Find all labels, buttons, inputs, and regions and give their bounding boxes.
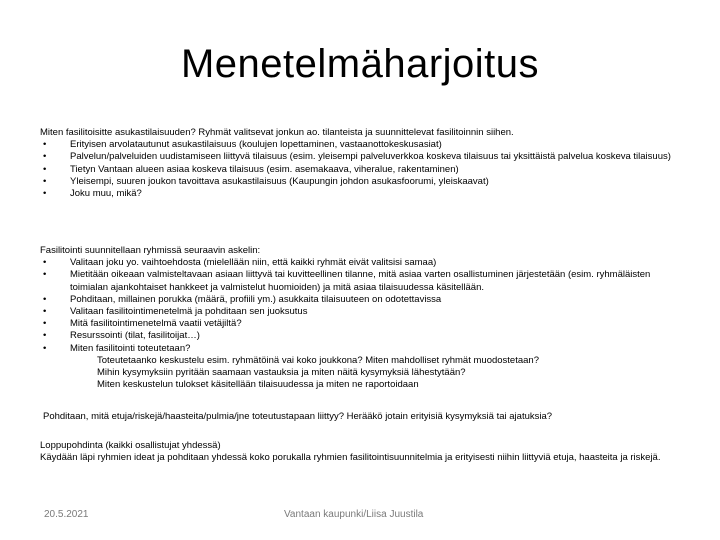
footer-date: 20.5.2021: [44, 509, 89, 520]
section2-intro: Fasilitointi suunnitellaan ryhmissä seuraavin askelin:: [40, 245, 261, 256]
list-item: • Valitaan joku yo. vaihtoehdosta (mielellään niin, että kaikki ryhmät eivät valitsisi samaa): [43, 257, 437, 269]
list-item: • Joku muu, mikä?: [43, 188, 142, 200]
section1-bullet-list: [40, 139, 690, 200]
list-item: • Miten fasilitointi toteutetaan?: [43, 342, 191, 354]
reflection-text: Pohditaan, mitä etuja/riskejä/haasteita/pulmia/jne toteutustapaan liittyy? Herääkö jotain erityisiä kysymyksiä tai ajatuksia?: [43, 411, 553, 422]
closing-section: [40, 440, 690, 464]
list-item: • Tietyn Vantaan alueen asiaa koskeva tilaisuus (esim. asemakaava, viheralue, rakentaminen): [43, 163, 459, 175]
list-item: • Palvelun/palveluiden uudistamiseen liittyvä tilaisuus (esim. yleisempi palveluverkkoa koskeva tilaisuus tai yksittäistä palvelua koskeva tilaisuus): [43, 151, 671, 163]
bullet-icon: •: [43, 151, 47, 163]
section2-bullet-list: [40, 257, 690, 355]
closing-heading: Loppupohdinta (kaikki osallistujat yhdessä): [40, 440, 221, 451]
bullet-icon: •: [43, 306, 47, 318]
sub-question: Miten keskustelun tulokset käsitellään tilaisuudessa ja miten ne raportoidaan: [97, 379, 419, 391]
bullet-icon: •: [43, 175, 47, 187]
bullet-icon: •: [43, 342, 47, 354]
list-item: • Mietitään oikeaan valmisteltavaan asiaan liittyvä tai kuvitteellinen tilanne, mitä asiaa varten osallistuminen järjestetään (esim. ryhmäläisten toimialan ajankohtaiset hankkeet ja valmistelut huomioiden) ja mitä asiaa tilaisuudessa käsitellään.: [43, 269, 651, 293]
bullet-icon: •: [43, 293, 47, 305]
bullet-icon: •: [43, 330, 47, 342]
section-group-choice: [40, 127, 690, 200]
bullet-icon: •: [43, 188, 47, 200]
sub-question-list: [40, 355, 690, 392]
sub-question: Toteutetaanko keskustelu esim. ryhmätöinä vai koko joukkona? Miten mahdolliset ryhmät muodostetaan?: [97, 354, 539, 366]
closing-text: Käydään läpi ryhmien ideat ja pohditaan yhdessä koko porukalla ryhmien fasilitointisuunnitelmia ja erityisesti niihin liittyviä etuja, haasteita ja riskejä.: [40, 452, 661, 464]
footer-author: Vantaan kaupunki/Liisa Juustila: [284, 509, 424, 520]
bullet-icon: •: [43, 269, 47, 281]
sub-question: Mihin kysymyksiin pyritään saamaan vastauksia ja miten näitä kysymyksiä lähestytään?: [97, 367, 466, 379]
bullet-icon: •: [43, 163, 47, 175]
slide-title: Menetelmäharjoitus: [180, 42, 540, 86]
bullet-icon: •: [43, 257, 47, 269]
section1-intro: Miten fasilitoisitte asukastilaisuuden? Ryhmät valitsevat jonkun ao. tilanteista ja suunnittelevat fasilitoinnin siihen.: [40, 127, 514, 138]
section-steps: [40, 245, 690, 391]
list-item: • Yleisempi, suuren joukon tavoittava asukastilaisuus (Kaupungin johdon asukasfoorumi, yleiskaavat): [43, 175, 489, 187]
list-item: • Mitä fasilitointimenetelmä vaatii vetäjiltä?: [43, 318, 242, 330]
list-item: • Pohditaan, millainen porukka (määrä, profiili ym.) asukkaita tilaisuuteen on odotettavissa: [43, 293, 442, 305]
list-item: • Valitaan fasilitointimenetelmä ja pohditaan sen juoksutus: [43, 306, 308, 318]
list-item: • Resurssointi (tilat, fasilitoijat…): [43, 330, 200, 342]
bullet-icon: •: [43, 139, 47, 151]
bullet-icon: •: [43, 318, 47, 330]
list-item: • Erityisen arvolatautunut asukastilaisuus (koulujen lopettaminen, vastaanottokeskusasiat): [43, 139, 442, 151]
